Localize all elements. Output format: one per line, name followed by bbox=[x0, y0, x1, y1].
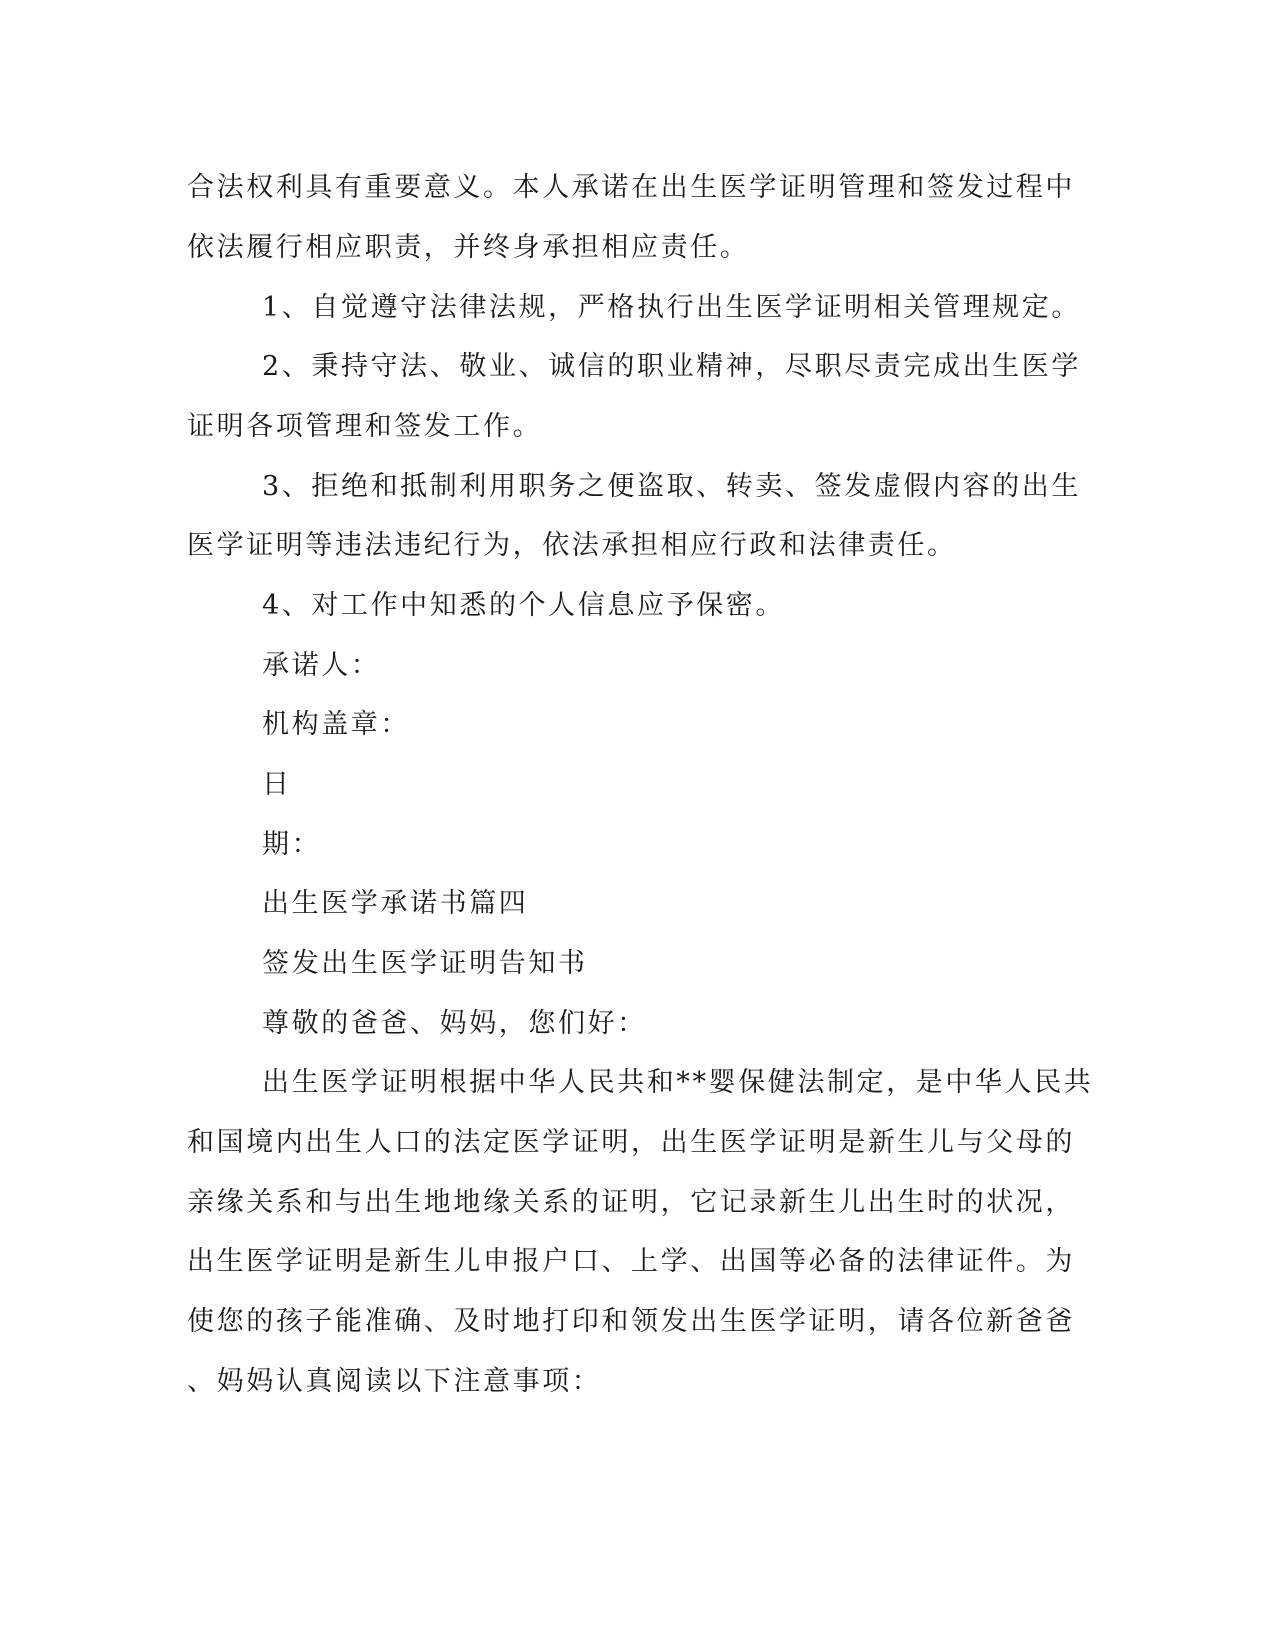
body-line: 合法权利具有重要意义。本人承诺在出生医学证明管理和签发过程中 bbox=[187, 172, 1075, 203]
commitment-item-4: 4、对工作中知悉的个人信息应予保密。 bbox=[262, 590, 785, 621]
body-line: 亲缘关系和与出生地地缘关系的证明，它记录新生儿出生时的状况， bbox=[187, 1187, 1075, 1218]
body-line: 和国境内出生人口的法定医学证明，出生医学证明是新生儿与父母的 bbox=[187, 1127, 1075, 1158]
commitment-item-1: 1、自觉遵守法律法规，严格执行出生医学证明相关管理规定。 bbox=[262, 292, 1081, 323]
body-line: 证明各项管理和签发工作。 bbox=[187, 411, 543, 442]
commitment-item-2: 2、秉持守法、敬业、诚信的职业精神，尽职尽责完成出生医学 bbox=[262, 351, 1081, 382]
section-heading: 出生医学承诺书篇四 bbox=[262, 888, 529, 919]
notice-title: 签发出生医学证明告知书 bbox=[262, 948, 588, 979]
body-line: 出生医学证明根据中华人民共和**婴保健法制定，是中华人民共 bbox=[262, 1067, 1094, 1098]
body-line: 依法履行相应职责，并终身承担相应责任。 bbox=[187, 232, 750, 263]
date-label-part2: 期： bbox=[262, 829, 322, 860]
commitment-item-3: 3、拒绝和抵制利用职务之便盗取、转卖、签发虚假内容的出生 bbox=[262, 471, 1081, 502]
institution-seal-label: 机构盖章： bbox=[262, 709, 410, 740]
body-line: 医学证明等违法违纪行为，依法承担相应行政和法律责任。 bbox=[187, 530, 957, 561]
signatory-label: 承诺人： bbox=[262, 650, 381, 681]
body-line: 出生医学证明是新生儿申报户口、上学、出国等必备的法律证件。为 bbox=[187, 1246, 1075, 1277]
body-line: 使您的孩子能准确、及时地打印和领发出生医学证明，请各位新爸爸 bbox=[187, 1306, 1075, 1337]
date-label-part1: 日 bbox=[262, 769, 292, 800]
salutation: 尊敬的爸爸、妈妈，您们好： bbox=[262, 1008, 647, 1039]
body-line: 、妈妈认真阅读以下注意事项： bbox=[187, 1366, 602, 1397]
